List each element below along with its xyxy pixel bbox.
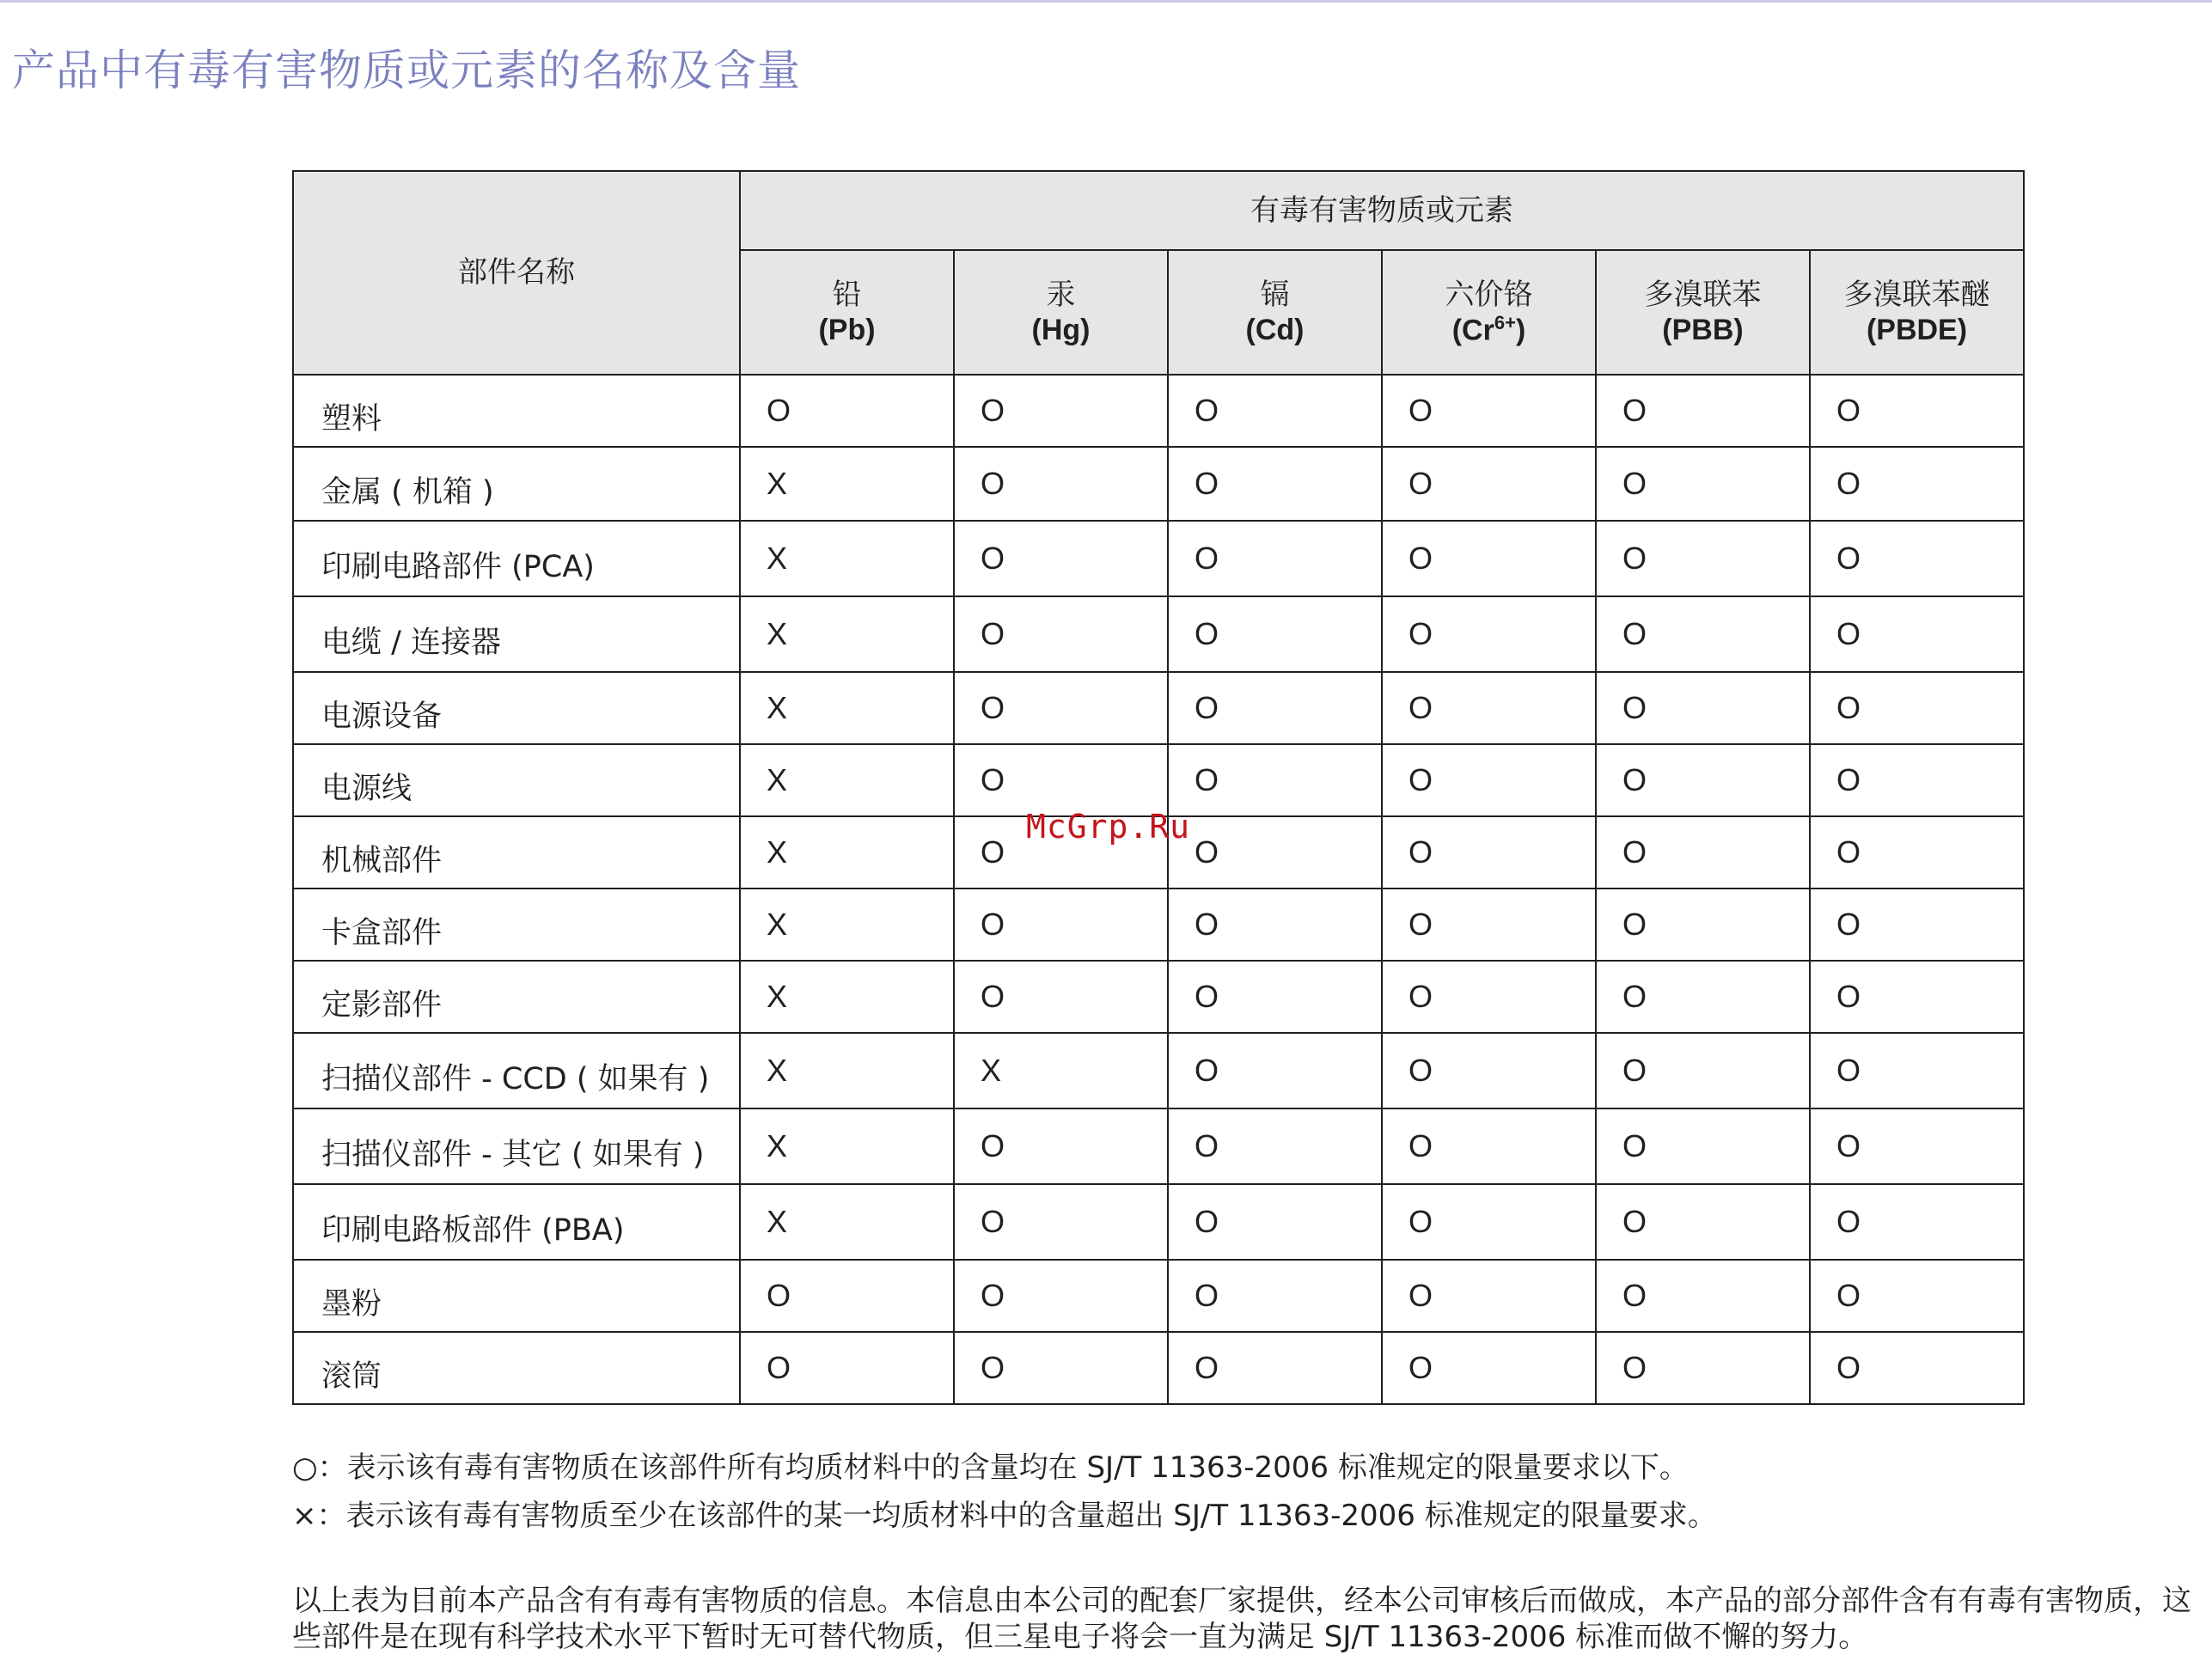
substance-name: 六价铬 bbox=[1445, 277, 1533, 312]
substance-name: 铅 bbox=[832, 278, 862, 313]
content-mark-cell: O bbox=[1382, 744, 1596, 816]
part-name-cell: 扫描仪部件 - 其它 ( 如果有 ) bbox=[293, 1108, 740, 1184]
substance-symbol: (Pb) bbox=[818, 313, 876, 346]
content-mark-cell: O bbox=[1382, 672, 1596, 744]
content-mark-cell: O bbox=[1810, 744, 2024, 816]
substance-name: 多溴联苯 bbox=[1644, 278, 1762, 313]
content-mark-cell: O bbox=[1168, 1332, 1382, 1404]
content-mark-cell: O bbox=[1168, 672, 1382, 744]
content-mark-cell: O bbox=[954, 672, 1168, 744]
content-mark-cell: O bbox=[1810, 672, 2024, 744]
content-mark-cell: O bbox=[1382, 375, 1596, 447]
content-mark-cell: O bbox=[1596, 816, 1810, 889]
content-mark-cell: X bbox=[954, 1033, 1168, 1108]
substance-header bbox=[954, 250, 1168, 375]
content-mark-cell: O bbox=[1810, 961, 2024, 1033]
content-mark-cell: O bbox=[954, 816, 1168, 889]
content-mark-cell: O bbox=[1382, 816, 1596, 889]
content-mark-cell: O bbox=[1168, 596, 1382, 672]
content-mark-cell: O bbox=[954, 744, 1168, 816]
content-mark-cell: O bbox=[1382, 1108, 1596, 1184]
content-mark-cell: X bbox=[740, 447, 954, 521]
content-mark-cell: O bbox=[1382, 596, 1596, 672]
table-row bbox=[293, 1332, 2024, 1404]
legend-o-note: ○：表示该有毒有害物质在该部件所有均质材料中的含量均在 SJ/T 11363-2006 标准规定的限量要求以下。 bbox=[292, 1450, 1689, 1485]
part-name-cell: 机械部件 bbox=[293, 816, 740, 889]
part-name-cell: 金属 ( 机箱 ) bbox=[293, 447, 740, 521]
substance-header bbox=[1168, 250, 1382, 375]
content-mark-cell: X bbox=[740, 521, 954, 596]
part-name-cell: 印刷电路板部件 (PBA) bbox=[293, 1184, 740, 1260]
content-mark-cell: O bbox=[740, 375, 954, 447]
table-row bbox=[293, 1033, 2024, 1108]
content-mark-cell: O bbox=[1596, 375, 1810, 447]
content-mark-cell: O bbox=[954, 961, 1168, 1033]
substance-symbol: (Cd) bbox=[1245, 313, 1305, 346]
part-name-cell: 定影部件 bbox=[293, 961, 740, 1033]
content-mark-cell: O bbox=[1168, 1033, 1382, 1108]
substance-group-header: 有毒有害物质或元素 bbox=[740, 171, 2024, 250]
content-mark-cell: O bbox=[1810, 1108, 2024, 1184]
content-mark-cell: X bbox=[740, 1184, 954, 1260]
part-name-header: 部件名称 bbox=[293, 171, 740, 375]
content-mark-cell: O bbox=[1596, 1332, 1810, 1404]
part-name-cell: 电源设备 bbox=[293, 672, 740, 744]
content-mark-cell: O bbox=[954, 1184, 1168, 1260]
content-mark-cell: O bbox=[954, 1332, 1168, 1404]
table-row bbox=[293, 521, 2024, 596]
content-mark-cell: O bbox=[954, 447, 1168, 521]
content-mark-cell: O bbox=[1168, 521, 1382, 596]
part-name-cell: 电缆 / 连接器 bbox=[293, 596, 740, 672]
content-mark-cell: O bbox=[740, 1332, 954, 1404]
part-name-cell: 塑料 bbox=[293, 375, 740, 447]
content-mark-cell: O bbox=[1596, 1108, 1810, 1184]
content-mark-cell: O bbox=[1168, 961, 1382, 1033]
content-mark-cell: O bbox=[1382, 889, 1596, 961]
content-mark-cell: O bbox=[1810, 1260, 2024, 1332]
substance-symbol: (PBDE) bbox=[1866, 313, 1968, 346]
content-mark-cell: O bbox=[1596, 1260, 1810, 1332]
content-mark-cell: O bbox=[1810, 1332, 2024, 1404]
content-mark-cell: O bbox=[1596, 447, 1810, 521]
table-row bbox=[293, 447, 2024, 521]
table-row bbox=[293, 889, 2024, 961]
content-mark-cell: O bbox=[1382, 521, 1596, 596]
content-mark-cell: O bbox=[1168, 889, 1382, 961]
footer-paragraph: 以上表为目前本产品含有有毒有害物质的信息。本信息由本公司的配套厂家提供，经本公司审核后而做成，本产品的部分部件含有有毒有害物质，这些部件是在现有科学技术水平下暂时无可替代物质，但三星电子将会一直为满足 SJ/T 11363-2006 标准而做不懈的努力。 bbox=[292, 1584, 2191, 1654]
content-mark-cell: O bbox=[1810, 1184, 2024, 1260]
table-row bbox=[293, 744, 2024, 816]
legend-x-note: ×：表示该有毒有害物质至少在该部件的某一均质材料中的含量超出 SJ/T 11363-2006 标准规定的限量要求。 bbox=[292, 1499, 1717, 1533]
content-mark-cell: O bbox=[954, 521, 1168, 596]
content-mark-cell: O bbox=[1596, 1184, 1810, 1260]
part-name-cell: 印刷电路部件 (PCA) bbox=[293, 521, 740, 596]
table-row bbox=[293, 596, 2024, 672]
content-mark-cell: O bbox=[954, 596, 1168, 672]
substance-header bbox=[1596, 250, 1810, 375]
content-mark-cell: O bbox=[1596, 889, 1810, 961]
content-mark-cell: X bbox=[740, 1108, 954, 1184]
content-mark-cell: O bbox=[954, 889, 1168, 961]
content-mark-cell: O bbox=[1382, 1033, 1596, 1108]
content-mark-cell: O bbox=[954, 1108, 1168, 1184]
hazard-table bbox=[292, 170, 2025, 1405]
content-mark-cell: O bbox=[1810, 375, 2024, 447]
content-mark-cell: X bbox=[740, 889, 954, 961]
content-mark-cell: O bbox=[1168, 816, 1382, 889]
page-title: 产品中有毒有害物质或元素的名称及含量 bbox=[12, 46, 801, 95]
content-mark-cell: O bbox=[954, 375, 1168, 447]
content-mark-cell: O bbox=[1168, 447, 1382, 521]
content-mark-cell: O bbox=[1382, 1260, 1596, 1332]
table-row bbox=[293, 375, 2024, 447]
part-name-cell: 滚筒 bbox=[293, 1332, 740, 1404]
content-mark-cell: O bbox=[1382, 447, 1596, 521]
content-mark-cell: O bbox=[1810, 889, 2024, 961]
content-mark-cell: O bbox=[1382, 1332, 1596, 1404]
table-row bbox=[293, 1108, 2024, 1184]
table-row bbox=[293, 1260, 2024, 1332]
part-name-cell: 电源线 bbox=[293, 744, 740, 816]
part-name-cell: 卡盒部件 bbox=[293, 889, 740, 961]
content-mark-cell: O bbox=[1596, 672, 1810, 744]
content-mark-cell: O bbox=[1168, 375, 1382, 447]
substance-symbol: (PBB) bbox=[1662, 313, 1744, 346]
watermark: McGrp.Ru bbox=[1026, 808, 1191, 846]
substance-name: 多溴联苯醚 bbox=[1843, 278, 1990, 313]
content-mark-cell: X bbox=[740, 744, 954, 816]
substance-header bbox=[1382, 250, 1596, 375]
top-rule bbox=[0, 0, 2212, 3]
substance-name: 镉 bbox=[1260, 278, 1290, 313]
content-mark-cell: O bbox=[1810, 596, 2024, 672]
part-name-cell: 扫描仪部件 - CCD ( 如果有 ) bbox=[293, 1033, 740, 1108]
table-row bbox=[293, 961, 2024, 1033]
table-body bbox=[293, 375, 2024, 1404]
substance-header bbox=[740, 250, 954, 375]
content-mark-cell: X bbox=[740, 816, 954, 889]
content-mark-cell: X bbox=[740, 672, 954, 744]
table-row bbox=[293, 672, 2024, 744]
content-mark-cell: O bbox=[1596, 961, 1810, 1033]
content-mark-cell: O bbox=[1596, 596, 1810, 672]
content-mark-cell: X bbox=[740, 596, 954, 672]
content-mark-cell: O bbox=[1596, 521, 1810, 596]
content-mark-cell: X bbox=[740, 961, 954, 1033]
content-mark-cell: O bbox=[1168, 1184, 1382, 1260]
substance-symbol: $(Cr^{6+})$ bbox=[1451, 311, 1526, 347]
content-mark-cell: O bbox=[1168, 744, 1382, 816]
content-mark-cell: O bbox=[954, 1260, 1168, 1332]
content-mark-cell: O bbox=[1168, 1260, 1382, 1332]
content-mark-cell: O bbox=[1382, 961, 1596, 1033]
content-mark-cell: O bbox=[1382, 1184, 1596, 1260]
substance-name: 汞 bbox=[1046, 278, 1076, 313]
content-mark-cell: O bbox=[1810, 816, 2024, 889]
part-name-cell: 墨粉 bbox=[293, 1260, 740, 1332]
content-mark-cell: O bbox=[1810, 447, 2024, 521]
content-mark-cell: O bbox=[1168, 1108, 1382, 1184]
content-mark-cell: X bbox=[740, 1033, 954, 1108]
content-mark-cell: O bbox=[1810, 521, 2024, 596]
content-mark-cell: O bbox=[1596, 744, 1810, 816]
substance-symbol: (Hg) bbox=[1031, 313, 1091, 346]
content-mark-cell: O bbox=[1810, 1033, 2024, 1108]
content-mark-cell: O bbox=[740, 1260, 954, 1332]
content-mark-cell: O bbox=[1596, 1033, 1810, 1108]
substance-header bbox=[1810, 250, 2024, 375]
table-row bbox=[293, 1184, 2024, 1260]
